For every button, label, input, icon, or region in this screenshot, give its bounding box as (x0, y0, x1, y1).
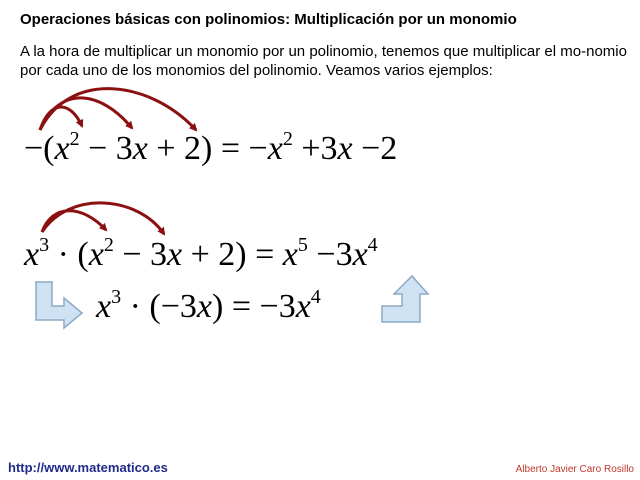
eq2-term: −3 (307, 236, 353, 273)
page-title: Operaciones básicas con polinomios: Multiplicación por un monomio (20, 11, 517, 28)
eq2-exponent: 3 (39, 234, 50, 256)
eq1-arrow-to-2 (40, 89, 196, 130)
eq2-var: x (88, 236, 104, 273)
eq1-var: x (337, 130, 353, 167)
eq1-exponent: 2 (282, 128, 293, 150)
eq1-var: x (267, 130, 283, 167)
equation-3 (96, 286, 321, 325)
eq3-term: ) = −3 (212, 288, 296, 325)
eq2-arrow-to-x2 (42, 211, 106, 232)
eq2-var: x (282, 236, 298, 273)
eq1-arrow-to-3x (40, 98, 132, 130)
footer-author: Alberto Javier Caro Rosillo (515, 464, 634, 475)
eq2-exponent: 5 (297, 234, 308, 256)
eq2-term: · ( (49, 236, 89, 273)
eq1-var: x (132, 130, 148, 167)
intro-paragraph: A la hora de multiplicar un monomio por un polinomio, tenemos que multiplicar el mo-nomio por cada uno de los monomios del polinomio. Veamos varios ejemplos: (20, 43, 627, 79)
equation-1 (24, 128, 398, 167)
eq1-arrow-to-x2 (40, 107, 82, 130)
eq2-term: + 2) = (182, 236, 283, 273)
eq3-var: x (295, 288, 311, 325)
equation-2 (24, 234, 378, 273)
eq2-arrow-to-3x (42, 203, 164, 234)
eq1-term: + 2) = − (147, 130, 268, 167)
eq1-var: x (54, 130, 70, 167)
eq3-var: x (196, 288, 213, 325)
eq1-exponent: 2 (69, 128, 80, 150)
eq2-var: x (352, 236, 368, 273)
eq1-term: +3 (292, 130, 338, 167)
eq3-exponent: 3 (111, 286, 122, 308)
eq2-var: x (167, 236, 183, 273)
eq3-exponent: 4 (310, 286, 321, 308)
eq2-term: − 3 (113, 236, 168, 273)
eq3-term: · (−3 (121, 288, 197, 325)
eq1-term: − 3 (79, 130, 133, 167)
eq2-exponent: 2 (103, 234, 114, 256)
eq1-term: −2 (352, 130, 398, 167)
bent-arrow-up-icon (382, 276, 428, 322)
eq2-exponent: 4 (367, 234, 378, 256)
eq3-var: x (96, 288, 112, 325)
bent-arrow-right-icon (36, 282, 82, 328)
eq2-var: x (24, 236, 40, 273)
eq1-lhs-minus: −( (24, 130, 55, 167)
footer-url-link[interactable]: http://www.matematico.es (8, 460, 168, 475)
